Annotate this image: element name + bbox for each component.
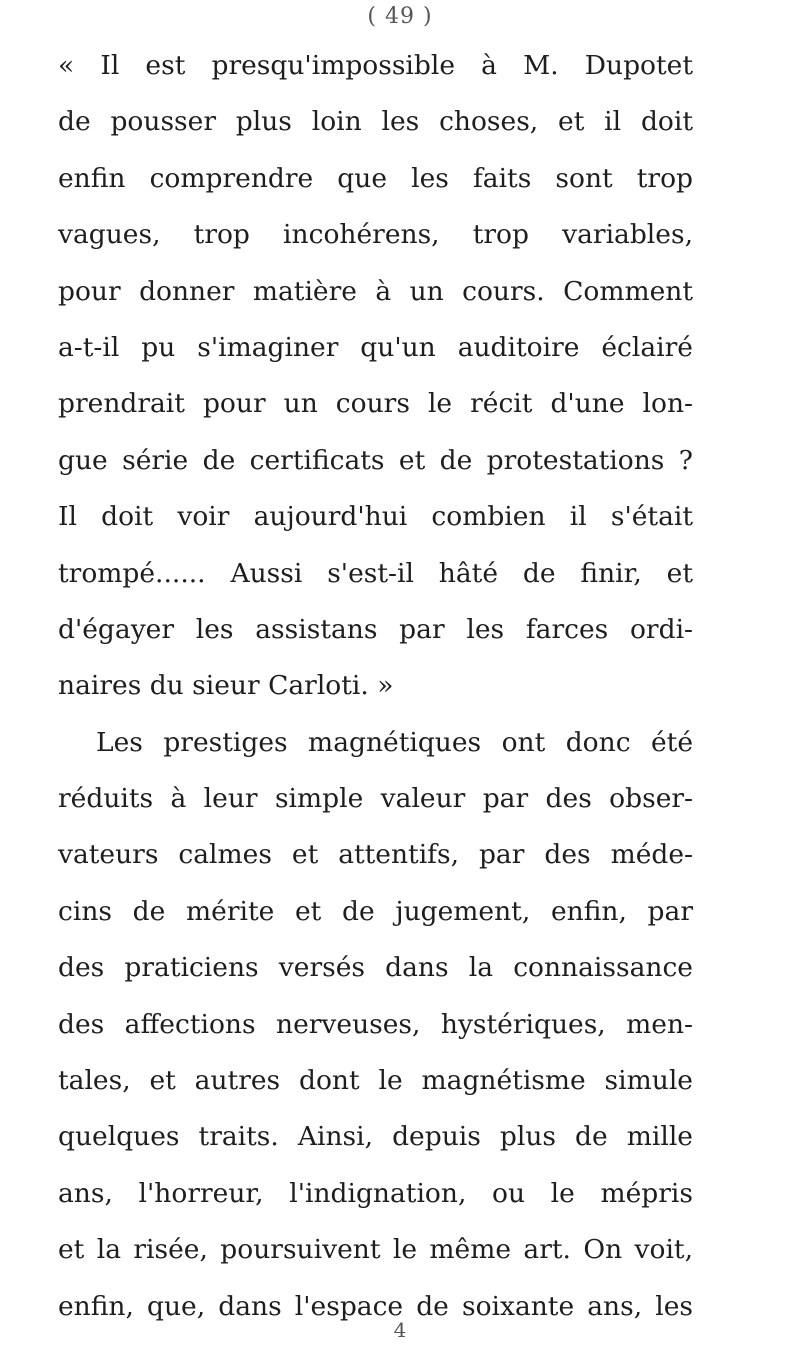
- text-line: vagues, trop incohérens, trop variables,: [58, 219, 693, 251]
- text-line: d'égayer les assistans par les farces ordi-: [58, 613, 693, 645]
- page-number: ( 49 ): [367, 4, 433, 29]
- text-line: cins de mérite et de jugement, enfin, par: [58, 895, 693, 927]
- text-line: quelques traits. Ainsi, depuis plus de mille: [58, 1121, 693, 1153]
- body-text: [58, 38, 693, 1335]
- text-line: des praticiens versés dans la connaissance: [58, 952, 693, 984]
- paragraph-start-line: Les prestiges magnétiques ont donc été: [96, 726, 693, 758]
- text-line: Il doit voir aujourd'hui combien il s'était: [58, 501, 693, 533]
- signature-mark: 4: [393, 1318, 407, 1342]
- text-line: vateurs calmes et attentifs, par des méde-: [58, 839, 693, 871]
- text-line: tales, et autres dont le magnétisme simule: [58, 1065, 693, 1097]
- text-line: « Il est presqu'impossible à M. Dupotet: [58, 50, 693, 81]
- text-line: de pousser plus loin les choses, et il doit: [58, 106, 693, 138]
- text-line: des affections nerveuses, hystériques, men-: [58, 1008, 693, 1040]
- text-line: prendrait pour un cours le récit d'une lon-: [58, 388, 693, 420]
- text-line: et la risée, poursuivent le même art. On voit,: [58, 1234, 693, 1266]
- text-line: réduits à leur simple valeur par des obser-: [58, 783, 693, 815]
- text-line: trompé...... Aussi s'est-il hâté de finir, et: [58, 557, 693, 589]
- text-line: enfin, que, dans l'espace de soixante ans, les: [58, 1290, 693, 1322]
- text-line: gue série de certificats et de protestations ?: [58, 444, 693, 476]
- text-line: a-t-il pu s'imaginer qu'un auditoire éclairé: [58, 331, 693, 363]
- text-line: ans, l'horreur, l'indignation, ou le mépris: [58, 1177, 693, 1209]
- text-line: naires du sieur Carloti. »: [58, 670, 394, 702]
- text-line: enfin comprendre que les faits sont trop: [58, 162, 693, 194]
- text-line: pour donner matière à un cours. Comment: [58, 275, 693, 307]
